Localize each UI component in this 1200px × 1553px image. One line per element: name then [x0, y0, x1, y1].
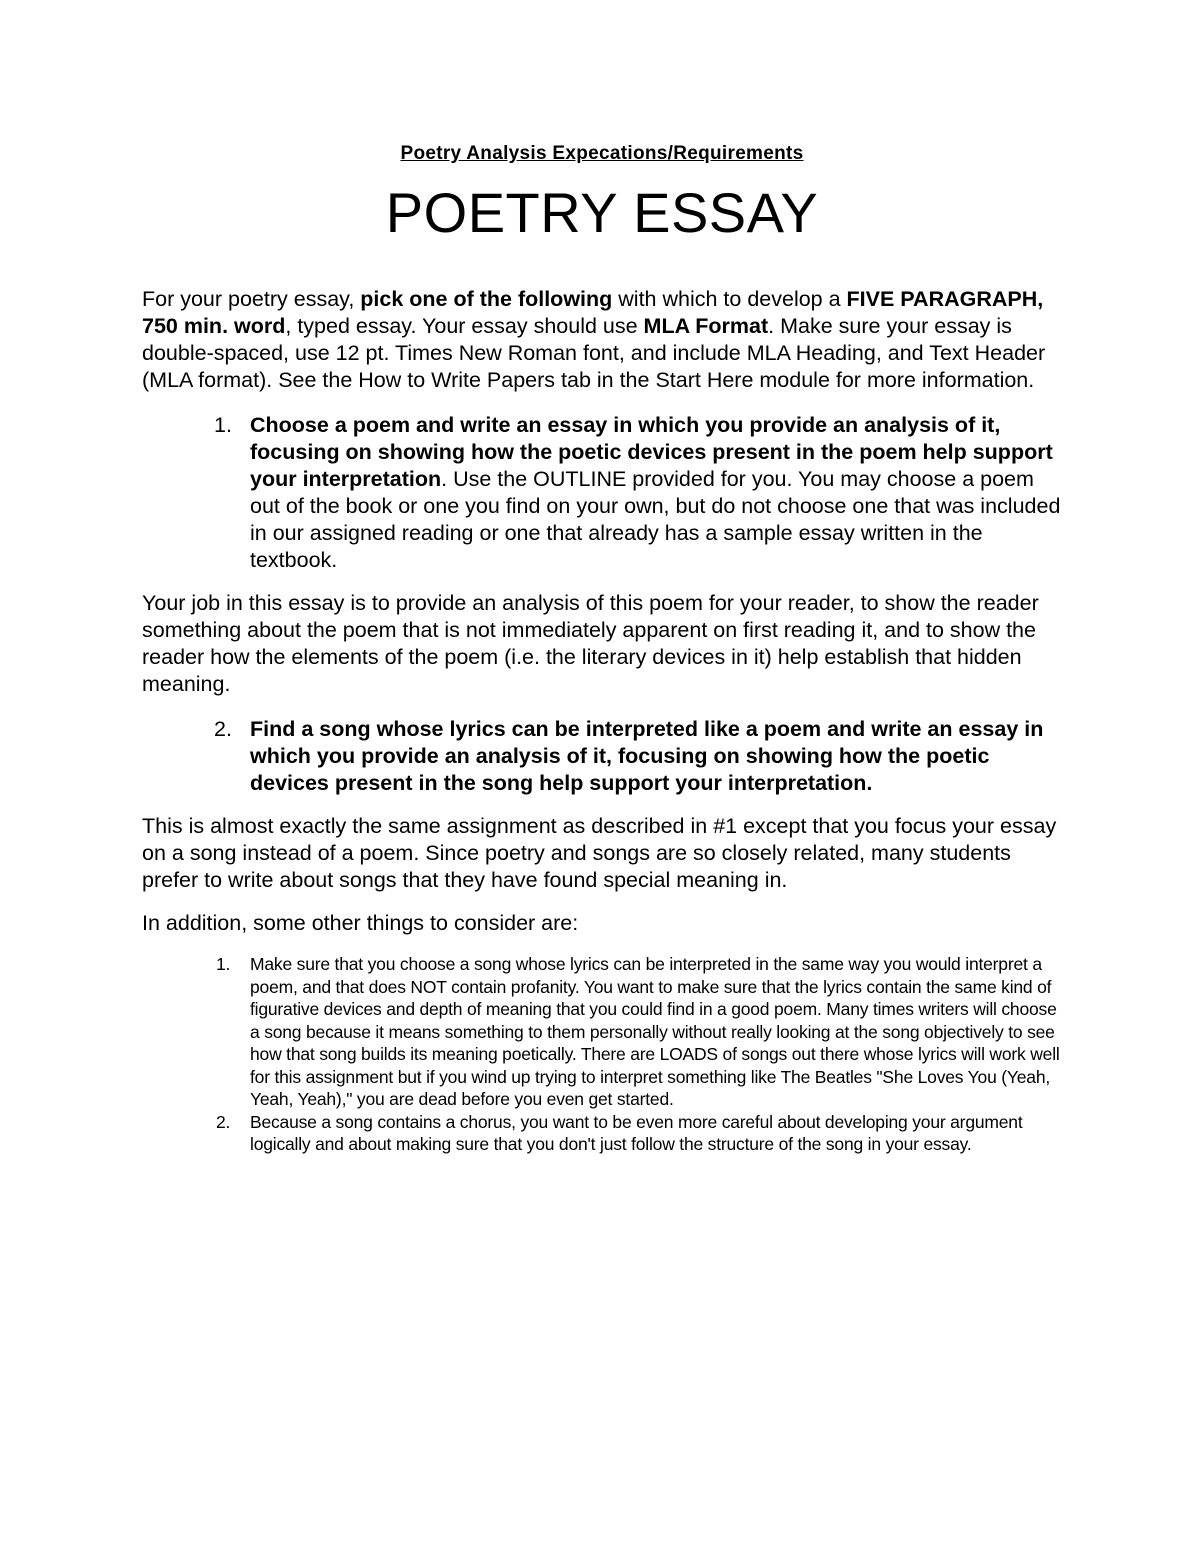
intro-bold-1: pick one of the following — [360, 287, 613, 311]
consideration-1-number: 1. — [216, 954, 231, 974]
intro-text-1: For your poetry essay, — [142, 287, 361, 311]
option-1-text: . Use the OUTLINE provided for you. You may choose a poem out of the book or one you find on your own, but do not choose one that was included in our assigned reading or one that already has a sample essay written in the textbook. — [250, 467, 1061, 572]
document-subtitle: Poetry Analysis Expecations/Requirements — [400, 143, 804, 164]
intro-bold-2: FIVE PARAGRAPH, 750 min. word — [142, 287, 1044, 338]
consideration-item-2 — [142, 1111, 1062, 1156]
job-paragraph: Your job in this essay is to provide an analysis of this poem for your reader, to show the reader something about the poem that is not immediately apparent on first reading it, and to show the reader how the elements of the poem (i.e. the literary devices in it) help establish that hidden meaning. — [142, 591, 1039, 696]
document-page — [142, 140, 1062, 1156]
consideration-item-1 — [142, 953, 1062, 1111]
intro-text-4: . Make sure your essay is double-spaced, use 12 pt. Times New Roman font, and include MLA Heading, and Text Header (MLA format). See the How to Write Papers tab in the Start Here module for more information. — [142, 314, 1046, 392]
option-2-number: 2. — [214, 717, 232, 741]
consideration-1-text: Make sure that you choose a song whose lyrics can be interpreted in the same way you would interpret a poem, and that does NOT contain profanity. You want to make sure that the lyrics contain the same kind of figurative devices and depth of meaning that you could find in a good poem. Many times writers will choose a song because it means something to them personally without really looking at the song objectively to see how that song builds its meaning poetically. There are LOADS of songs out there whose lyrics will work well for this assignment but if you wind up trying to interpret something like The Beatles "She Loves You (Yeah, Yeah, Yeah)," you are dead before you even get started. — [250, 954, 1060, 1109]
song-paragraph: This is almost exactly the same assignment as described in #1 except that you focus your essay on a song instead of a poem. Since poetry and songs are so closely related, many students prefer to write about songs that they have found special meaning in. — [142, 814, 1057, 892]
intro-paragraph — [142, 286, 1062, 394]
intro-text-3: , typed essay. Your essay should use — [285, 314, 644, 338]
considerations-list — [142, 953, 1062, 1156]
option-1-item — [142, 412, 1062, 574]
option-1-number: 1. — [214, 413, 232, 437]
consideration-2-text: Because a song contains a chorus, you want to be even more careful about developing your argument logically and about making sure that you don't just follow the structure of the song in your essay. — [250, 1111, 1023, 1154]
document-title: POETRY ESSAY — [385, 181, 819, 244]
consideration-2-number: 2. — [216, 1111, 231, 1132]
option-1-bold: Choose a poem and write an essay in which you provide an analysis of it, focusing on showing how the poetic devices present in the poem help support your interpretation — [250, 413, 1053, 491]
option-2-bold: Find a song whose lyrics can be interpreted like a poem and write an essay in which you provide an analysis of it, focusing on showing how the poetic devices present in the song help support your interpretation. — [250, 717, 1044, 795]
consider-paragraph: In addition, some other things to consider are: — [142, 911, 579, 935]
option-2-item — [142, 716, 1062, 797]
intro-text-2: with which to develop a — [612, 287, 847, 311]
intro-bold-3: MLA Format — [643, 314, 769, 338]
